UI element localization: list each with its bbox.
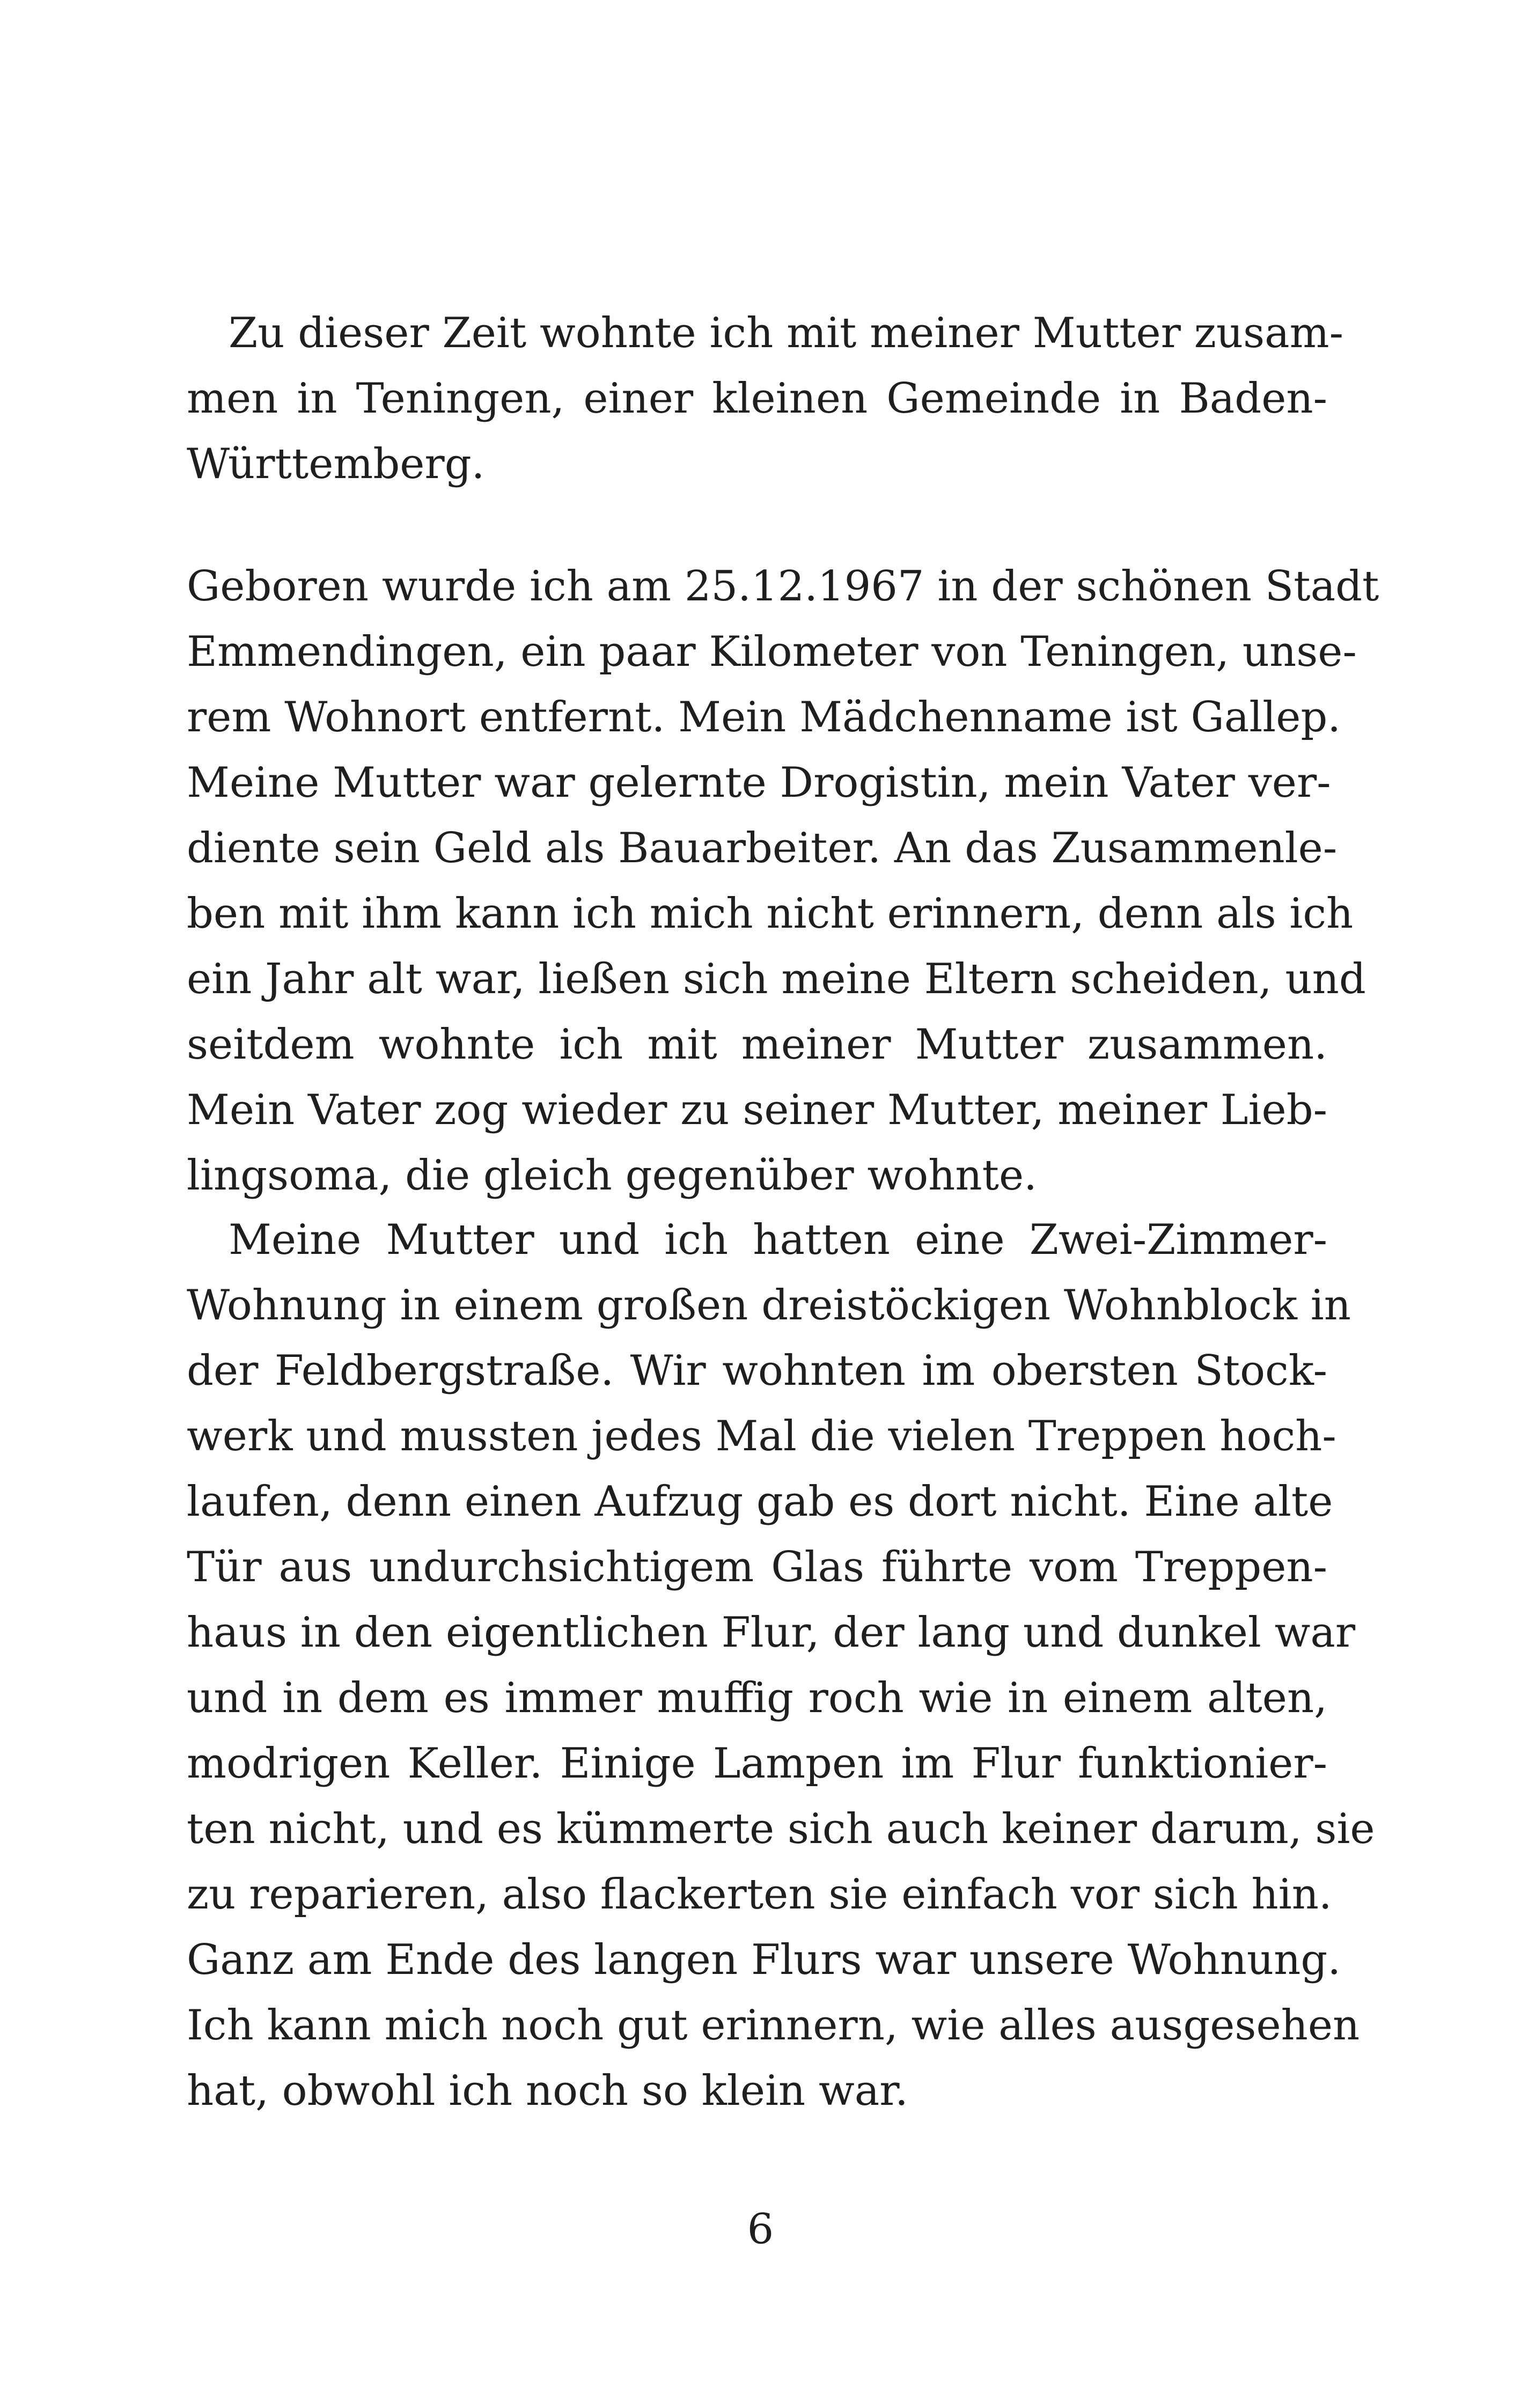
text-line: Ganz am Ende des langen Flurs war unsere Wohnung. — [187, 1936, 1341, 1984]
text-line: werk und mussten jedes Mal die vielen Treppen hoch- — [187, 1412, 1336, 1460]
text-line: Emmendingen, ein paar Kilometer von Teningen, unse- — [187, 628, 1357, 676]
text-line: Meine Mutter war gelernte Drogistin, mein Vater ver- — [187, 759, 1331, 807]
text-line: seitdem wohnte ich mit meiner Mutter zusammen. — [187, 1021, 1327, 1069]
text-line: rem Wohnort entfernt. Mein Mädchenname ist Gallep. — [187, 693, 1341, 742]
paragraph-3 — [187, 1207, 1375, 2124]
text-line: diente sein Geld als Bauarbeiter. An das Zusammenle- — [187, 824, 1338, 872]
text-line: ein Jahr alt war, ließen sich meine Eltern scheiden, und — [187, 955, 1366, 1003]
text-line: laufen, denn einen Aufzug gab es dort nicht. Eine alte — [187, 1478, 1333, 1526]
text-line: Meine Mutter und ich hatten eine Zwei-Zimmer- — [229, 1216, 1327, 1264]
text-line: modrigen Keller. Einige Lampen im Flur funktionier- — [187, 1739, 1327, 1788]
text-line: ben mit ihm kann ich mich nicht erinnern, denn als ich — [187, 890, 1354, 938]
text-line: Ich kann mich noch gut erinnern, wie alles ausgesehen — [187, 2001, 1360, 2050]
text-line: ten nicht, und es kümmerte sich auch keiner darum, sie — [187, 1805, 1375, 1853]
text-line: men in Teningen, einer kleinen Gemeinde in Baden- — [187, 375, 1327, 423]
paragraph-1 — [187, 300, 1343, 497]
text-line: lingsoma, die gleich gegenüber wohnte. — [187, 1151, 1037, 1200]
text-line: hat, obwohl ich noch so klein war. — [187, 2067, 908, 2115]
paragraph-2 — [187, 554, 1379, 1208]
text-line: Tür aus undurchsichtigem Glas führte vom Treppen- — [187, 1543, 1327, 1591]
text-line: Geboren wurde ich am 25.12.1967 in der schönen Stadt — [187, 562, 1379, 611]
text-line: der Feldbergstraße. Wir wohnten im obersten Stock- — [187, 1347, 1327, 1395]
text-line: und in dem es immer muffig roch wie in einem alten, — [187, 1674, 1327, 1722]
text-line: Mein Vater zog wieder zu seiner Mutter, meiner Lieb- — [187, 1086, 1327, 1134]
text-line: Zu dieser Zeit wohnte ich mit meiner Mutter zusam- — [229, 309, 1343, 357]
text-line: zu reparieren, also flackerten sie einfach vor sich hin. — [187, 1870, 1332, 1919]
text-line: haus in den eigentlichen Flur, der lang und dunkel war — [187, 1609, 1356, 1657]
text-line: Württemberg. — [187, 440, 485, 488]
page-number: 6 — [747, 2205, 774, 2253]
text-line: Wohnung in einem großen dreistöckigen Wohnblock in — [187, 1281, 1351, 1330]
